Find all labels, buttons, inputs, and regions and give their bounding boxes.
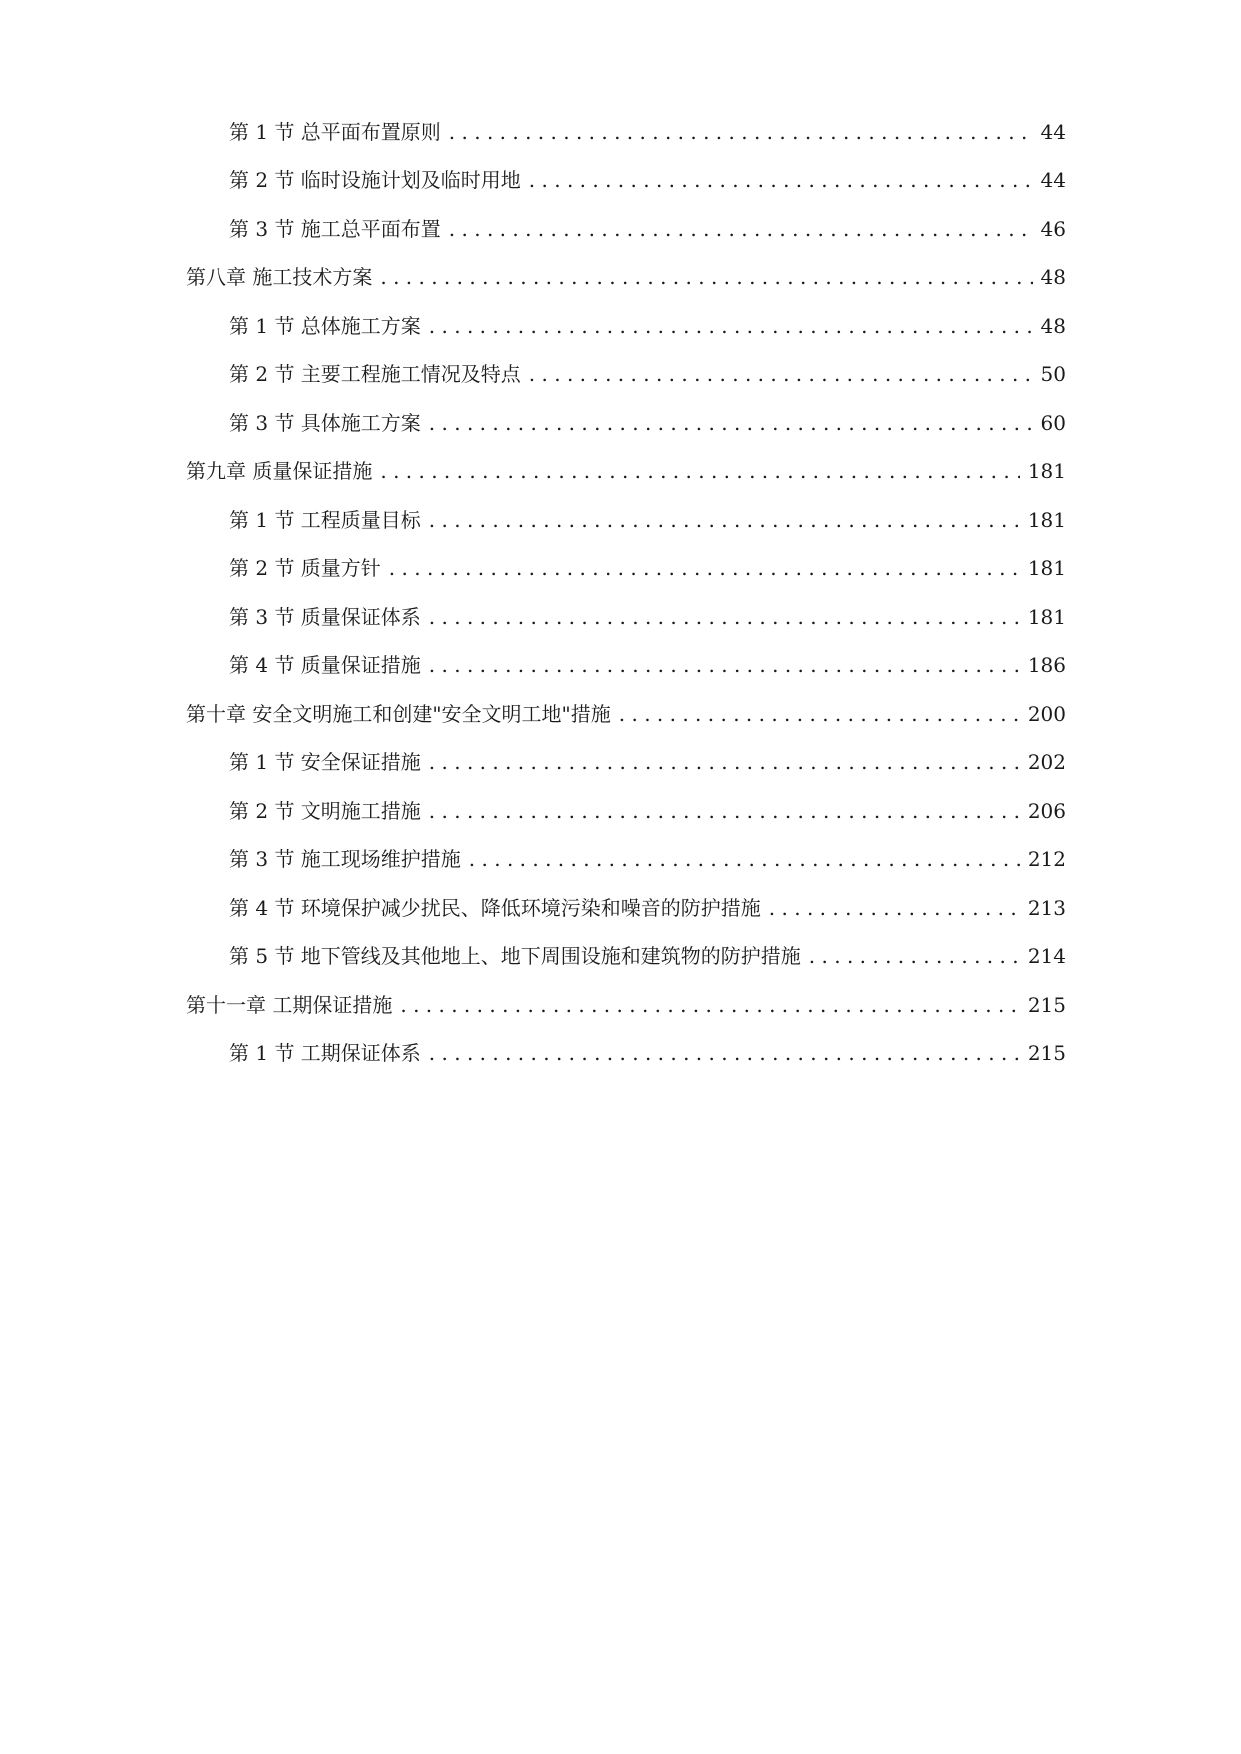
- toc-entry-label: 第 1 节 总平面布置原则: [229, 119, 441, 144]
- dot-leader: [449, 216, 1033, 242]
- toc-entry-page-number: 44: [1040, 119, 1066, 144]
- toc-entry-label: 第 1 节 总体施工方案: [229, 313, 421, 338]
- toc-section-entry[interactable]: [186, 339, 1066, 388]
- toc-entry-page-number: 186: [1027, 653, 1066, 677]
- toc-entry-label: 第十一章 工期保证措施: [186, 992, 393, 1017]
- dot-leader: [449, 119, 1033, 145]
- toc-entry-label: 第 2 节 质量方针: [229, 556, 381, 580]
- dot-leader: [429, 604, 1020, 630]
- toc-entry-page-number: 181: [1027, 459, 1066, 483]
- toc-entry-page-number: 212: [1027, 847, 1066, 871]
- toc-section-entry[interactable]: [186, 921, 1066, 970]
- toc-section-entry[interactable]: [186, 775, 1066, 824]
- dot-leader: [429, 410, 1033, 436]
- toc-chapter-entry[interactable]: [186, 678, 1066, 727]
- toc-entry-page-number: 48: [1040, 265, 1066, 289]
- toc-entry-page-number: 215: [1027, 992, 1066, 1017]
- toc-entry-label: 第八章 施工技术方案: [186, 265, 373, 289]
- toc-section-entry[interactable]: [186, 290, 1066, 339]
- toc-section-entry[interactable]: [186, 533, 1066, 582]
- toc-entry-page-number: 181: [1027, 604, 1066, 629]
- toc-entry-page-number: 213: [1027, 895, 1066, 920]
- toc-section-entry[interactable]: [186, 96, 1066, 145]
- toc-entry-label: 第 1 节 安全保证措施: [229, 750, 421, 774]
- toc-entry-label: 第十章 安全文明施工和创建"安全文明工地"措施: [186, 701, 611, 726]
- toc-entry-page-number: 181: [1027, 556, 1066, 580]
- toc-entry-label: 第 3 节 具体施工方案: [229, 410, 421, 435]
- dot-leader: [429, 749, 1020, 775]
- toc-entry-label: 第 4 节 环境保护减少扰民、降低环境污染和噪音的防护措施: [229, 895, 761, 920]
- toc-entry-page-number: 214: [1027, 944, 1066, 968]
- toc-section-entry[interactable]: [186, 387, 1066, 436]
- dot-leader: [769, 895, 1020, 921]
- dot-leader: [429, 798, 1020, 824]
- dot-leader: [429, 652, 1020, 678]
- dot-leader: [429, 507, 1020, 533]
- toc-entry-label: 第 2 节 文明施工措施: [229, 798, 421, 823]
- toc-section-entry[interactable]: [186, 484, 1066, 533]
- toc-entry-page-number: 50: [1040, 362, 1066, 386]
- dot-leader: [380, 458, 1019, 484]
- toc-entry-label: 第 3 节 施工总平面布置: [229, 216, 441, 241]
- dot-leader: [619, 701, 1020, 727]
- toc-entry-page-number: 206: [1027, 798, 1066, 823]
- toc-entry-page-number: 181: [1027, 507, 1066, 532]
- toc-chapter-entry[interactable]: [186, 436, 1066, 485]
- dot-leader: [529, 167, 1033, 193]
- toc-section-entry[interactable]: [186, 872, 1066, 921]
- toc-section-entry[interactable]: [186, 727, 1066, 776]
- toc-entry-label: 第 3 节 施工现场维护措施: [229, 847, 461, 871]
- toc-entry-label: 第 4 节 质量保证措施: [229, 653, 421, 677]
- toc-section-entry[interactable]: [186, 1018, 1066, 1067]
- toc-entry-page-number: 44: [1040, 168, 1066, 192]
- toc-entry-label: 第 3 节 质量保证体系: [229, 604, 421, 629]
- toc-entry-page-number: 200: [1027, 701, 1066, 726]
- dot-leader: [380, 264, 1032, 290]
- toc-entry-label: 第 5 节 地下管线及其他地上、地下周围设施和建筑物的防护措施: [229, 944, 801, 968]
- dot-leader: [809, 943, 1020, 969]
- toc-section-entry[interactable]: [186, 630, 1066, 679]
- dot-leader: [429, 313, 1033, 339]
- toc-entry-page-number: 202: [1027, 750, 1066, 774]
- toc-entry-label: 第 2 节 临时设施计划及临时用地: [229, 168, 521, 192]
- toc-section-entry[interactable]: [186, 824, 1066, 873]
- dot-leader: [389, 555, 1020, 581]
- toc-entry-page-number: 46: [1040, 216, 1066, 241]
- dot-leader: [529, 361, 1033, 387]
- dot-leader: [469, 846, 1020, 872]
- toc-section-entry[interactable]: [186, 581, 1066, 630]
- toc-section-entry[interactable]: [186, 193, 1066, 242]
- toc-entry-label: 第 2 节 主要工程施工情况及特点: [229, 362, 521, 386]
- toc-entry-page-number: 60: [1040, 410, 1066, 435]
- toc-entry-page-number: 215: [1027, 1041, 1066, 1065]
- table-of-contents: [186, 96, 1066, 1066]
- toc-entry-label: 第九章 质量保证措施: [186, 459, 373, 483]
- toc-entry-label: 第 1 节 工期保证体系: [229, 1041, 421, 1065]
- toc-chapter-entry[interactable]: [186, 242, 1066, 291]
- dot-leader: [429, 1040, 1020, 1066]
- toc-chapter-entry[interactable]: [186, 969, 1066, 1018]
- toc-entry-page-number: 48: [1040, 313, 1066, 338]
- dot-leader: [400, 992, 1019, 1018]
- toc-entry-label: 第 1 节 工程质量目标: [229, 507, 421, 532]
- toc-section-entry[interactable]: [186, 145, 1066, 194]
